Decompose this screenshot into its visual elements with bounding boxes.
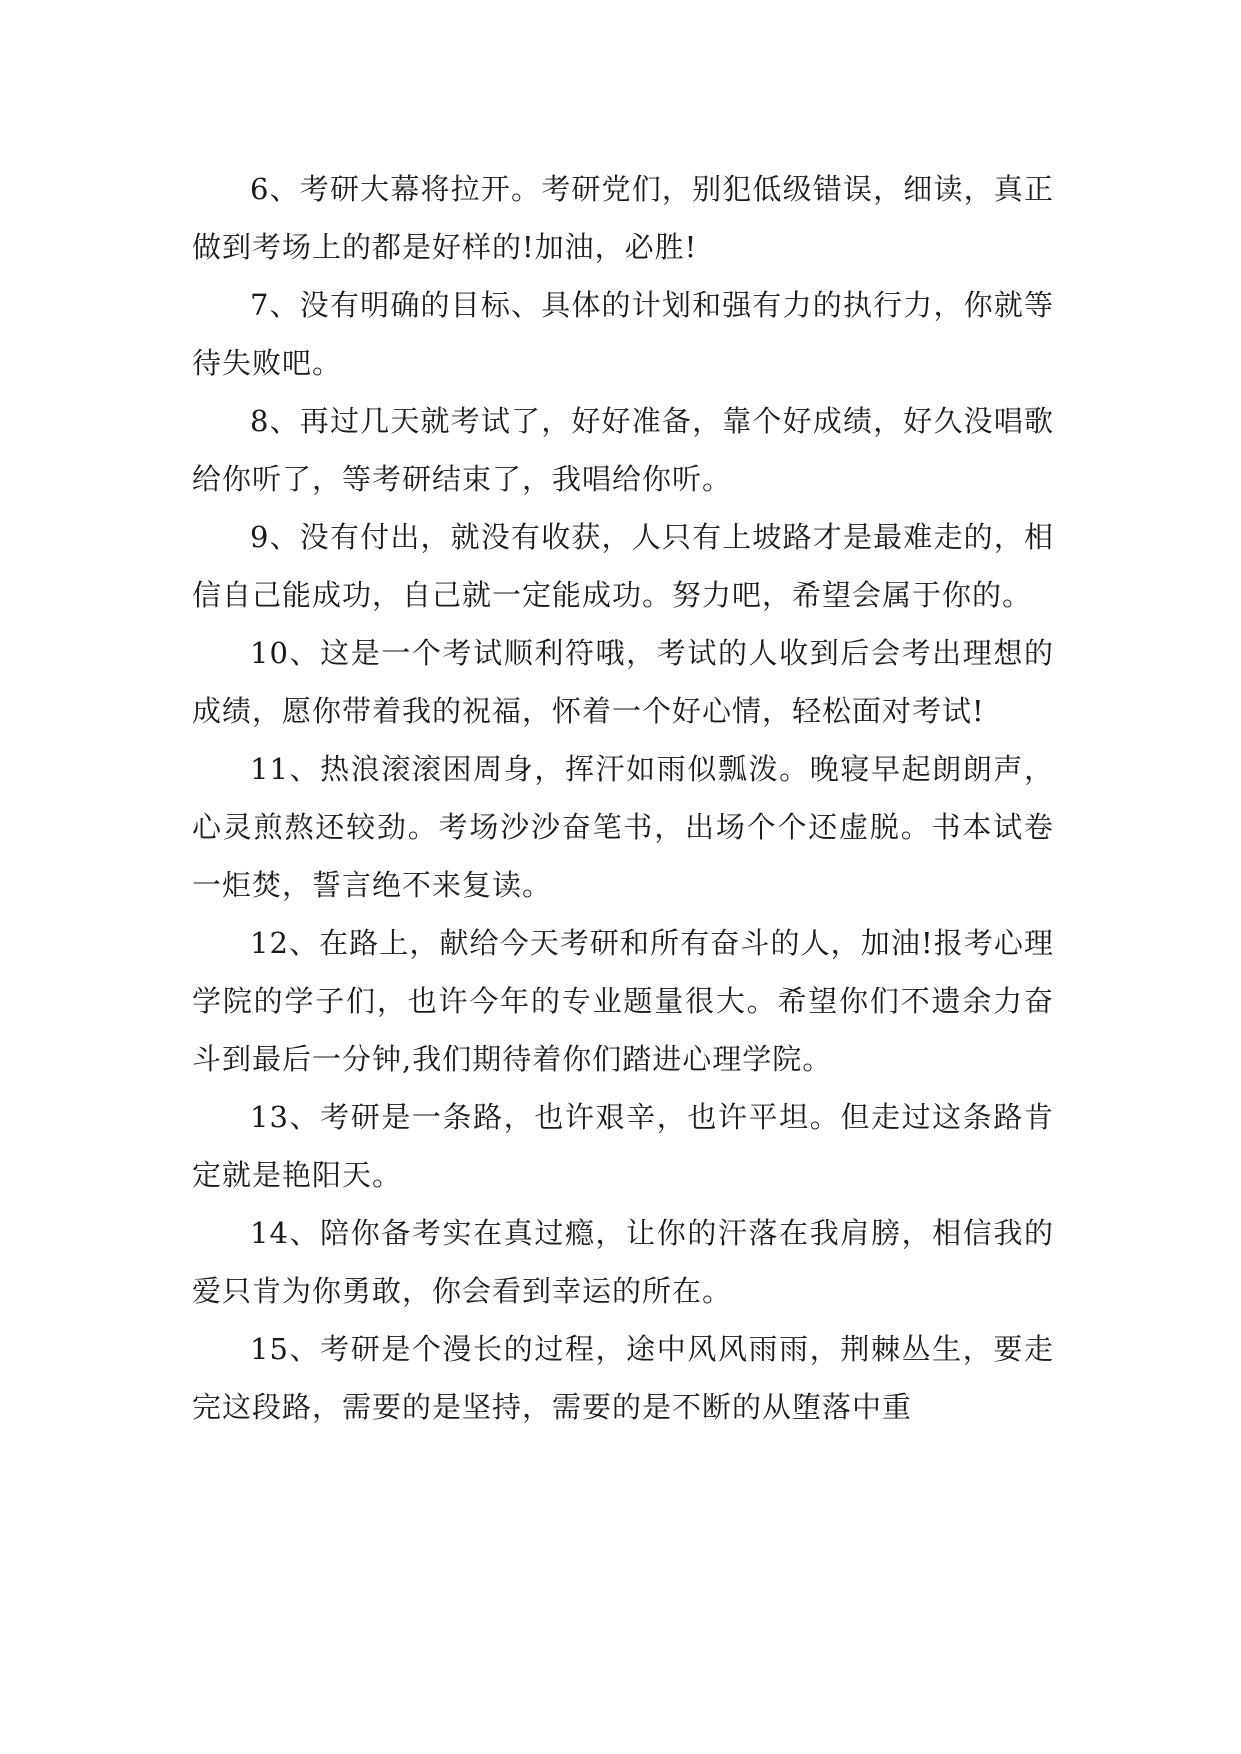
paragraph-8: 8、再过几天就考试了，好好准备，靠个好成绩，好久没唱歌给你听了，等考研结束了，我唱给你听。 xyxy=(192,404,1054,496)
paragraph-11: 11、热浪滚滚困周身，挥汗如雨似瓢泼。晚寝早起朗朗声，心灵煎熬还较劲。考场沙沙奋笔书，出场个个还虚脱。书本试卷一炬焚，誓言绝不来复读。 xyxy=(192,752,1054,902)
paragraph-14: 14、陪你备考实在真过瘾，让你的汗落在我肩膀，相信我的爱只肯为你勇敢，你会看到幸运的所在。 xyxy=(192,1216,1054,1308)
document-body xyxy=(192,160,1054,1436)
paragraph-9: 9、没有付出，就没有收获，人只有上坡路才是最难走的，相信自己能成功，自己就一定能成功。努力吧，希望会属于你的。 xyxy=(192,520,1054,612)
paragraph-7: 7、没有明确的目标、具体的计划和强有力的执行力，你就等待失败吧。 xyxy=(192,288,1054,380)
paragraph-6: 6、考研大幕将拉开。考研党们，别犯低级错误，细读，真正做到考场上的都是好样的!加油，必胜! xyxy=(192,172,1054,264)
paragraph-13: 13、考研是一条路，也许艰辛，也许平坦。但走过这条路肯定就是艳阳天。 xyxy=(192,1100,1054,1192)
paragraph-15: 15、考研是个漫长的过程，途中风风雨雨，荆棘丛生，要走完这段路，需要的是坚持，需要的是不断的从堕落中重 xyxy=(192,1332,1054,1424)
paragraph-10: 10、这是一个考试顺利符哦，考试的人收到后会考出理想的成绩，愿你带着我的祝福，怀着一个好心情，轻松面对考试! xyxy=(192,636,1054,728)
paragraph-12: 12、在路上，献给今天考研和所有奋斗的人，加油!报考心理学院的学子们，也许今年的专业题量很大。希望你们不遗余力奋斗到最后一分钟,我们期待着你们踏进心理学院。 xyxy=(192,926,1054,1076)
